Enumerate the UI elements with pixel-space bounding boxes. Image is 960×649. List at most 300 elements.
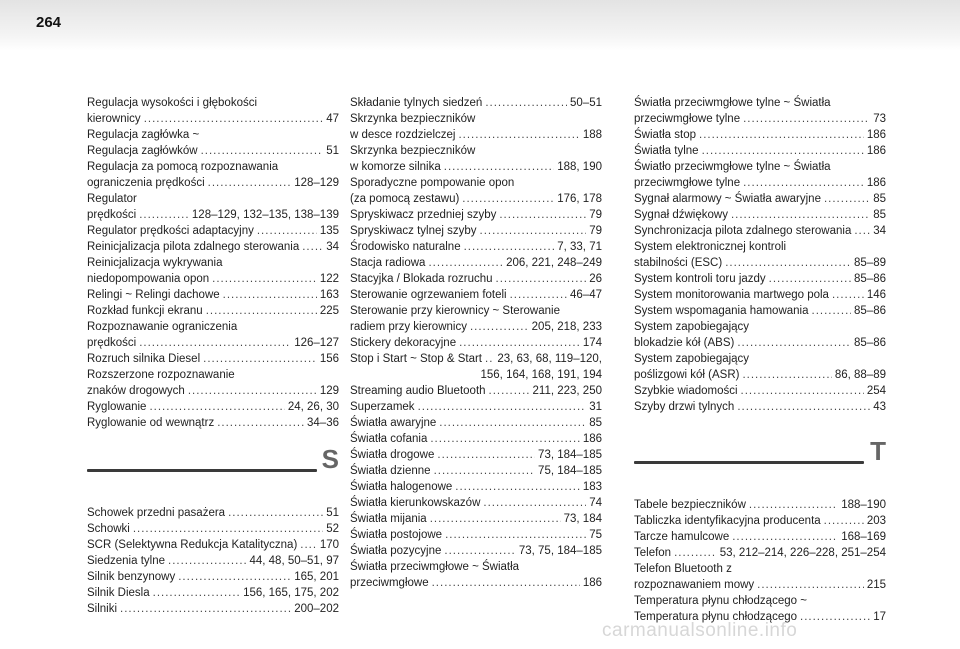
index-entry-row bbox=[87, 287, 339, 303]
index-entry-line: Regulator bbox=[87, 193, 137, 205]
index-entry-term: SCR (Selektywna Redukcja Katalityczna) bbox=[87, 539, 298, 551]
index-entry-term: System kontroli toru jazdy bbox=[634, 273, 766, 285]
index-entry-pages: 146 bbox=[866, 289, 886, 301]
index-entry-row bbox=[87, 383, 339, 399]
index-entry-pages: 17 bbox=[873, 611, 886, 623]
index-entry bbox=[634, 159, 886, 191]
index-entry-pages: 85 bbox=[873, 193, 886, 205]
index-entry-term: (za pomocą zestawu) bbox=[350, 193, 460, 205]
index-entry-row bbox=[350, 527, 602, 543]
index-entry bbox=[87, 159, 339, 191]
index-entry-term: blokadzie kół (ABS) bbox=[634, 337, 735, 349]
index-entry-term: Tarcze hamulcowe bbox=[634, 531, 730, 543]
index-entry-term: ograniczenia prędkości bbox=[87, 177, 205, 189]
dot-leader bbox=[480, 223, 587, 239]
index-entry bbox=[87, 553, 339, 569]
dot-leader bbox=[824, 191, 870, 207]
index-entry-pages: 46–47 bbox=[570, 289, 602, 301]
index-entry-pages-continued: 156, 164, 168, 191, 194 bbox=[480, 369, 602, 381]
index-entry bbox=[634, 223, 886, 239]
index-entry-pages: 50–51 bbox=[570, 97, 602, 109]
dot-leader bbox=[812, 303, 852, 319]
index-entry-pages: 31 bbox=[589, 401, 602, 413]
index-entry-term: prędkości bbox=[87, 337, 137, 349]
dot-leader bbox=[445, 527, 586, 543]
index-entry bbox=[350, 95, 602, 111]
index-entry-row bbox=[350, 159, 602, 175]
index-entry-term: Światła pozycyjne bbox=[350, 545, 442, 557]
index-entry-term: Relingi ~ Relingi dachowe bbox=[87, 289, 220, 301]
index-entry bbox=[350, 271, 602, 287]
index-entry-line: Skrzynka bezpieczników bbox=[350, 145, 476, 157]
dot-leader bbox=[458, 127, 579, 143]
index-entry-row bbox=[350, 207, 602, 223]
dot-leader bbox=[139, 207, 189, 223]
index-entry-term: przeciwmgłowe bbox=[350, 577, 429, 589]
index-entry-pages: 163 bbox=[319, 289, 339, 301]
index-entry bbox=[87, 367, 339, 399]
index-entry-pages: 211, 223, 250 bbox=[532, 385, 602, 397]
index-entry-term: Stacja radiowa bbox=[350, 257, 426, 269]
index-entry-term: Telefon bbox=[634, 547, 672, 559]
index-entry bbox=[634, 319, 886, 351]
index-entry-row bbox=[350, 191, 602, 207]
dot-leader bbox=[743, 111, 870, 127]
index-entry-row bbox=[87, 399, 339, 415]
index-entry-pages: 73, 184 bbox=[563, 513, 602, 525]
index-entry-pages: 176, 178 bbox=[557, 193, 602, 205]
index-entry-row bbox=[350, 351, 602, 367]
index-entry-row bbox=[87, 175, 339, 191]
index-entry bbox=[634, 383, 886, 399]
index-entry-line: Reinicjalizacja wykrywania bbox=[87, 257, 223, 269]
index-entry-term: Synchronizacja pilota zdalnego sterowania bbox=[634, 225, 852, 237]
dot-leader bbox=[769, 271, 851, 287]
index-entry bbox=[350, 431, 602, 447]
index-entry bbox=[87, 415, 339, 431]
index-entry-row bbox=[87, 585, 339, 601]
dot-leader bbox=[674, 545, 717, 561]
index-entry-pages: 215 bbox=[866, 579, 886, 591]
index-entry-pages: 85–86 bbox=[854, 273, 886, 285]
index-entry bbox=[350, 415, 602, 431]
index-entry-pages: 75 bbox=[589, 529, 602, 541]
index-entry-term: Stop i Start ~ Stop & Start bbox=[350, 353, 482, 365]
index-entry-row bbox=[634, 175, 886, 191]
index-entry-row bbox=[634, 303, 886, 319]
index-entry bbox=[350, 399, 602, 415]
dot-leader bbox=[206, 303, 317, 319]
index-entry-row bbox=[87, 569, 339, 585]
index-entry bbox=[87, 303, 339, 319]
index-entry-term: Stacyjka / Blokada rozruchu bbox=[350, 273, 493, 285]
index-entry-pages: 129 bbox=[319, 385, 339, 397]
index-entry-pages: 186 bbox=[582, 577, 602, 589]
dot-leader bbox=[737, 335, 851, 351]
index-entry-term: kierownicy bbox=[87, 113, 141, 125]
index-column-2 bbox=[350, 95, 602, 591]
dot-leader bbox=[757, 577, 864, 593]
dot-leader bbox=[742, 367, 831, 383]
index-entry-pages: 44, 48, 50–51, 97 bbox=[249, 555, 339, 567]
section-letter: S bbox=[321, 444, 339, 474]
index-entry-term: niedopompowania opon bbox=[87, 273, 210, 285]
dot-leader bbox=[302, 239, 323, 255]
index-entry bbox=[87, 223, 339, 239]
index-entry bbox=[350, 255, 602, 271]
dot-leader bbox=[430, 431, 579, 447]
index-column-3 bbox=[634, 95, 886, 625]
index-entry-pages: 26 bbox=[589, 273, 602, 285]
index-entry-pages: 23, 63, 68, 119–120, bbox=[497, 353, 602, 365]
dot-leader bbox=[228, 505, 323, 521]
index-entry-row bbox=[87, 351, 339, 367]
index-entry bbox=[350, 207, 602, 223]
index-entry bbox=[87, 319, 339, 351]
dot-leader bbox=[741, 383, 864, 399]
dot-leader bbox=[743, 175, 864, 191]
index-entry-pages: 128–129 bbox=[294, 177, 339, 189]
index-entry-pages: 200–202 bbox=[294, 603, 339, 615]
index-entry-row bbox=[634, 383, 886, 399]
index-entry-row bbox=[634, 545, 886, 561]
index-entry-pages: 73, 75, 184–185 bbox=[518, 545, 602, 557]
index-entry-pages: 186 bbox=[866, 145, 886, 157]
index-entry-row bbox=[634, 207, 886, 223]
index-entry-term: prędkości bbox=[87, 209, 137, 221]
page-header-bar bbox=[0, 0, 960, 51]
dot-leader bbox=[499, 207, 586, 223]
dot-leader bbox=[208, 175, 292, 191]
index-entry-term: Szyby drzwi tylnych bbox=[634, 401, 735, 413]
index-entry-row bbox=[87, 537, 339, 553]
index-entry-line: System zapobiegający bbox=[634, 353, 750, 365]
index-entry-row bbox=[634, 255, 886, 271]
index-entry-pages: 34 bbox=[873, 225, 886, 237]
index-entry-term: w desce rozdzielczej bbox=[350, 129, 456, 141]
index-entry-row bbox=[87, 271, 339, 287]
index-entry-term: Siedzenia tylne bbox=[87, 555, 165, 567]
dot-leader bbox=[201, 143, 324, 159]
index-entry-term: Silnik benzynowy bbox=[87, 571, 176, 583]
index-entry-pages: 75, 184–185 bbox=[538, 465, 602, 477]
index-entry-term: w komorze silnika bbox=[350, 161, 441, 173]
dot-leader bbox=[732, 529, 838, 545]
index-entry bbox=[634, 207, 886, 223]
index-entry-line: Regulacja za pomocą rozpoznawania bbox=[87, 161, 279, 173]
index-entry-row bbox=[87, 335, 339, 351]
watermark: carmanualsonline.info bbox=[602, 620, 798, 641]
index-entry-pages: 188 bbox=[582, 129, 602, 141]
dot-leader bbox=[832, 287, 864, 303]
index-entry-term: Rozkład funkcji ekranu bbox=[87, 305, 203, 317]
index-entry bbox=[634, 351, 886, 383]
index-entry bbox=[350, 111, 602, 143]
index-entry bbox=[87, 399, 339, 415]
dot-leader bbox=[168, 553, 246, 569]
dot-leader bbox=[702, 143, 864, 159]
dot-leader bbox=[120, 601, 291, 617]
dot-leader bbox=[444, 543, 515, 559]
index-entry bbox=[350, 463, 602, 479]
index-entry-row bbox=[350, 511, 602, 527]
dot-leader bbox=[139, 335, 291, 351]
index-entry-row bbox=[350, 271, 602, 287]
index-entry bbox=[634, 95, 886, 127]
index-entry-term: Środowisko naturalne bbox=[350, 241, 461, 253]
dot-leader bbox=[455, 479, 580, 495]
index-entry bbox=[634, 513, 886, 529]
index-entry-pages: 170 bbox=[319, 539, 339, 551]
index-entry-row bbox=[634, 271, 886, 287]
index-entry-line: Regulacja zagłówka ~ bbox=[87, 129, 200, 141]
dot-leader bbox=[430, 511, 561, 527]
index-entry bbox=[350, 495, 602, 511]
index-entry-line: System zapobiegający bbox=[634, 321, 750, 333]
index-entry-row bbox=[350, 255, 602, 271]
index-entry-term: Regulator prędkości adaptacyjny bbox=[87, 225, 254, 237]
index-entry bbox=[350, 511, 602, 527]
section-rule bbox=[87, 469, 317, 472]
index-entry-row bbox=[350, 95, 602, 111]
index-entry-line: System elektronicznej kontroli bbox=[634, 241, 787, 253]
index-entry-row bbox=[350, 383, 602, 399]
index-entry bbox=[634, 399, 886, 415]
index-entry-line: Rozpoznawanie ograniczenia bbox=[87, 321, 238, 333]
index-entry bbox=[350, 223, 602, 239]
index-entry-term: Szybkie wiadomości bbox=[634, 385, 738, 397]
page-number: 264 bbox=[36, 14, 62, 31]
index-entry-term: Światła awaryjne bbox=[350, 417, 437, 429]
index-entry bbox=[350, 383, 602, 399]
index-entry-line: Regulacja wysokości i głębokości bbox=[87, 97, 258, 109]
index-entry-row bbox=[87, 239, 339, 255]
index-entry-pages: 126–127 bbox=[294, 337, 339, 349]
index-entry-term: Streaming audio Bluetooth bbox=[350, 385, 486, 397]
index-entry bbox=[350, 351, 602, 383]
index-entry-term: Schowki bbox=[87, 523, 130, 535]
index-entry-line: Telefon Bluetooth z bbox=[634, 563, 732, 575]
index-entry-row bbox=[87, 415, 339, 431]
index-entry-row bbox=[350, 287, 602, 303]
index-entry-pages: 186 bbox=[866, 177, 886, 189]
index-entry-row bbox=[634, 399, 886, 415]
index-entry-pages: 53, 212–214, 226–228, 251–254 bbox=[719, 547, 886, 559]
index-entry-pages: 225 bbox=[319, 305, 339, 317]
index-entry bbox=[634, 287, 886, 303]
index-entry-pages: 86, 88–89 bbox=[834, 369, 886, 381]
index-entry bbox=[87, 537, 339, 553]
index-entry-row bbox=[634, 335, 886, 351]
index-entry-row bbox=[87, 601, 339, 617]
section-divider bbox=[634, 436, 886, 489]
index-entry-pages: 165, 201 bbox=[294, 571, 339, 583]
index-entry-term: Światła mijania bbox=[350, 513, 427, 525]
index-entry-row bbox=[350, 319, 602, 335]
index-entry-row bbox=[350, 239, 602, 255]
dot-leader bbox=[432, 575, 580, 591]
index-entry-pages: 135 bbox=[319, 225, 339, 237]
index-entry-row bbox=[87, 223, 339, 239]
index-entry bbox=[350, 559, 602, 591]
index-entry-pages: 34 bbox=[326, 241, 339, 253]
index-entry-pages: 74 bbox=[589, 497, 602, 509]
dot-leader bbox=[737, 399, 870, 415]
index-entry-row bbox=[350, 415, 602, 431]
index-entry bbox=[87, 351, 339, 367]
index-entry-row bbox=[87, 303, 339, 319]
dot-leader bbox=[178, 569, 291, 585]
index-entry-term: Spryskiwacz tylnej szyby bbox=[350, 225, 477, 237]
index-entry-row bbox=[350, 479, 602, 495]
index-entry-term: Światła postojowe bbox=[350, 529, 443, 541]
index-entry-term: Tabele bezpieczników bbox=[634, 499, 746, 511]
index-entry bbox=[87, 191, 339, 223]
index-entry-pages: 7, 33, 71 bbox=[557, 241, 602, 253]
index-entry bbox=[87, 521, 339, 537]
index-entry-term: przeciwmgłowe tylne bbox=[634, 177, 741, 189]
index-entry bbox=[87, 585, 339, 601]
index-entry-row bbox=[87, 111, 339, 127]
index-entry-row bbox=[350, 335, 602, 351]
index-entry bbox=[87, 287, 339, 303]
index-entry-row bbox=[350, 447, 602, 463]
index-entry-term: Superzamek bbox=[350, 401, 415, 413]
index-entry-pages: 85 bbox=[589, 417, 602, 429]
dot-leader bbox=[223, 287, 317, 303]
index-entry-term: Reinicjalizacja pilota zdalnego sterowania bbox=[87, 241, 300, 253]
index-entry-pages: 186 bbox=[582, 433, 602, 445]
dot-leader bbox=[749, 497, 838, 513]
index-entry-row bbox=[634, 287, 886, 303]
index-entry-pages: 122 bbox=[319, 273, 339, 285]
index-entry-term: Sygnał alarmowy ~ Światła awaryjne bbox=[634, 193, 821, 205]
index-entry-line: Światło przeciwmgłowe tylne ~ Światła bbox=[634, 161, 831, 173]
index-entry-row bbox=[634, 143, 886, 159]
index-entry-term: Schowek przedni pasażera bbox=[87, 507, 226, 519]
index-entry bbox=[350, 287, 602, 303]
dot-leader bbox=[212, 271, 317, 287]
index-entry-pages: 205, 218, 233 bbox=[531, 321, 602, 333]
index-entry bbox=[350, 447, 602, 463]
index-entry bbox=[87, 569, 339, 585]
index-entry-line: Światła przeciwmgłowe tylne ~ Światła bbox=[634, 97, 831, 109]
index-entry-term: Ryglowanie bbox=[87, 401, 147, 413]
index-entry bbox=[634, 303, 886, 319]
index-entry-term: znaków drogowych bbox=[87, 385, 185, 397]
index-entry-term: poślizgowi kół (ASR) bbox=[634, 369, 740, 381]
index-entry-row bbox=[634, 367, 886, 383]
index-entry-term: Silnik Diesla bbox=[87, 587, 150, 599]
index-entry-pages: 254 bbox=[866, 385, 886, 397]
section-divider bbox=[87, 444, 339, 497]
index-entry-row bbox=[634, 127, 886, 143]
index-entry-pages: 52 bbox=[326, 523, 339, 535]
index-entry bbox=[634, 497, 886, 513]
index-entry-line: Światła przeciwmgłowe ~ Światła bbox=[350, 561, 520, 573]
index-entry-pages: 47 bbox=[326, 113, 339, 125]
dot-leader bbox=[133, 521, 323, 537]
index-entry-pages: 79 bbox=[589, 225, 602, 237]
index-entry bbox=[87, 127, 339, 159]
index-entry bbox=[350, 479, 602, 495]
index-entry-row bbox=[350, 399, 602, 415]
index-entry-term: Światła stop bbox=[634, 129, 697, 141]
index-entry-term: Stickery dekoracyjne bbox=[350, 337, 457, 349]
index-entry-pages: 128–129, 132–135, 138–139 bbox=[191, 209, 339, 221]
index-entry-pages: 51 bbox=[326, 145, 339, 157]
index-entry-pages: 206, 221, 248–249 bbox=[506, 257, 602, 269]
index-entry-row bbox=[350, 543, 602, 559]
index-entry-pages: 43 bbox=[873, 401, 886, 413]
index-entry-pages: 174 bbox=[582, 337, 602, 349]
index-entry-line: Temperatura płynu chłodzącego ~ bbox=[634, 595, 807, 607]
index-entry-pages: 73, 184–185 bbox=[538, 449, 602, 461]
dot-leader bbox=[428, 255, 503, 271]
dot-leader bbox=[144, 111, 324, 127]
dot-leader bbox=[439, 415, 586, 431]
index-column-1 bbox=[87, 95, 339, 617]
index-entry-term: radiem przy kierownicy bbox=[350, 321, 467, 333]
index-entry-row bbox=[634, 577, 886, 593]
index-entry-pages: 85–86 bbox=[854, 337, 886, 349]
index-entry-term: Spryskiwacz przedniej szyby bbox=[350, 209, 497, 221]
index-entry-row bbox=[350, 575, 602, 591]
index-entry-pages: 188, 190 bbox=[557, 161, 602, 173]
index-entry bbox=[87, 601, 339, 617]
index-entry-row bbox=[634, 191, 886, 207]
dot-leader bbox=[854, 223, 870, 239]
index-entry-term: Światła cofania bbox=[350, 433, 428, 445]
index-entry bbox=[350, 527, 602, 543]
index-entry bbox=[634, 561, 886, 593]
index-entry bbox=[87, 239, 339, 255]
dot-leader bbox=[824, 513, 864, 529]
index-entry-pages: 188–190 bbox=[841, 499, 886, 511]
index-entry-row bbox=[350, 127, 602, 143]
index-entry-term: Silniki bbox=[87, 603, 118, 615]
index-entry-pages: 34–36 bbox=[307, 417, 339, 429]
index-entry-term: Sygnał dźwiękowy bbox=[634, 209, 728, 221]
index-entry-pages: 85–89 bbox=[854, 257, 886, 269]
dot-leader bbox=[485, 351, 494, 367]
index-entry-row bbox=[634, 529, 886, 545]
index-entry-pages: 183 bbox=[582, 481, 602, 493]
dot-leader bbox=[699, 127, 864, 143]
dot-leader bbox=[418, 399, 587, 415]
dot-leader bbox=[188, 383, 317, 399]
section-letter: T bbox=[870, 436, 886, 466]
index-entry-term: Światła drogowe bbox=[350, 449, 435, 461]
index-entry-row bbox=[350, 463, 602, 479]
index-entry-term: Temperatura płynu chłodzącego bbox=[634, 611, 798, 623]
section-rule bbox=[634, 461, 864, 464]
index-entry bbox=[634, 143, 886, 159]
index-entry-term: Rozruch silnika Diesel bbox=[87, 353, 201, 365]
index-entry-row bbox=[634, 513, 886, 529]
dot-leader bbox=[444, 159, 554, 175]
index-entry-pages: 24, 26, 30 bbox=[287, 401, 339, 413]
index-entry-pages: 85–86 bbox=[854, 305, 886, 317]
index-entry-term: Ryglowanie od wewnątrz bbox=[87, 417, 215, 429]
dot-leader bbox=[300, 537, 317, 553]
dot-leader bbox=[257, 223, 317, 239]
index-entry bbox=[350, 543, 602, 559]
dot-leader bbox=[434, 463, 535, 479]
dot-leader bbox=[203, 351, 317, 367]
index-entry-row bbox=[634, 497, 886, 513]
index-entry bbox=[634, 271, 886, 287]
